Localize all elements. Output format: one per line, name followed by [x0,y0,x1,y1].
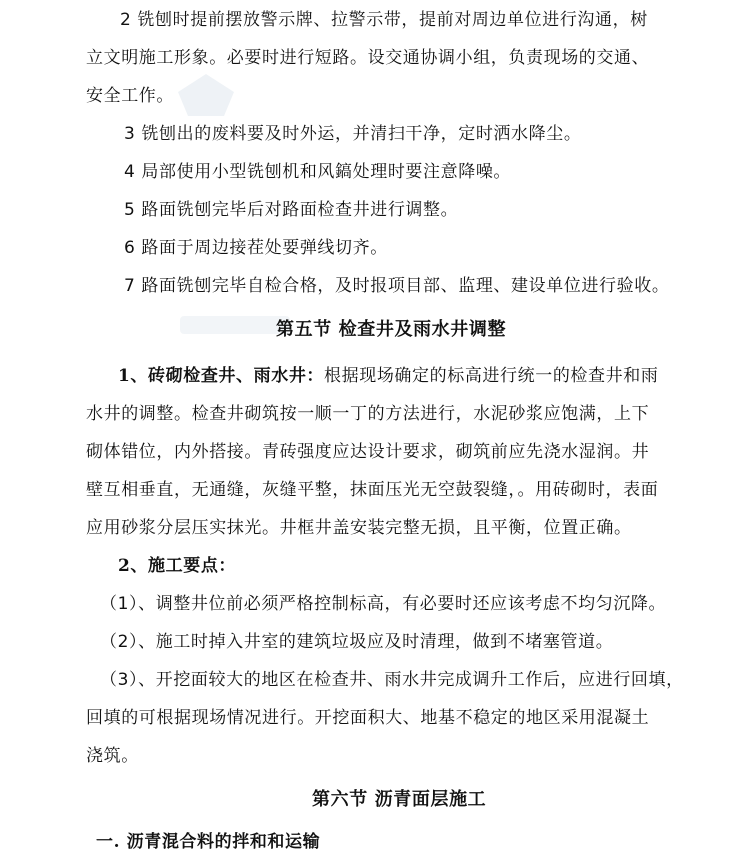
body-text-line: 水井的调整。检查井砌筑按一顺一丁的方法进行，水泥砂浆应饱满，上下 [86,404,650,424]
section-heading: 第五节 检查井及雨水井调整 [276,319,507,340]
list-item: 5 路面铣刨完毕后对路面检查井进行调整。 [124,200,459,220]
list-item: 4 局部使用小型铣刨机和风鎬处理时要注意降噪。 [124,162,512,182]
subsection-title: 2、施工要点： [118,556,237,576]
subsection-lead: 1、砖砌检查井、雨水井： [118,366,325,386]
body-text-line: 应用砂浆分层压实抹光。井框井盖安装完整无损，且平衡，位置正确。 [86,518,632,538]
list-item: （1）、调整井位前必须严格控制标高，有必要时还应该考虑不均匀沉降。 [100,594,667,614]
body-text-run: 根据现场确定的标高进行统一的检查井和雨 [324,366,659,386]
section-heading: 第六节 沥青面层施工 [312,789,487,810]
body-text-line: 砌体错位，内外搭接。青砖强度应达设计要求，砌筑前应先浇水湿润。井 [86,442,650,462]
body-text-line: 安全工作。 [86,86,174,106]
list-item: 3 铣刨出的废料要及时外运，并清扫干净，定时洒水降尘。 [124,124,582,144]
list-item: 6 路面于周边接茬处要弹线切齐。 [124,238,388,258]
body-text-line: 2 铣刨时提前摆放警示牌、拉警示带，提前对周边单位进行沟通，树 [120,10,648,30]
body-text-line: 壁互相垂直，无通缝，灰缝平整，抹面压光无空鼓裂缝，。用砖砌时，表面 [86,480,659,500]
body-text-line: 回填的可根据现场情况进行。开挖面积大、地基不稳定的地区采用混凝土 [86,708,650,728]
list-item: （3）、开挖面较大的地区在检查井、雨水井完成调升工作后，应进行回填， [100,670,684,690]
body-text-line: 浇筑。 [86,746,139,766]
list-item: （2）、施工时掉入井室的建筑垃圾应及时清理，做到不堵塞管道。 [100,632,614,652]
subsection-title: 一. 沥青混合料的拌和和运输 [96,832,321,852]
body-text-line [0,364,751,388]
list-item: 7 路面铣刨完毕自检合格，及时报项目部、监理、建设单位进行验收。 [124,276,670,296]
body-text-line: 立文明施工形象。必要时进行短路。设交通协调小组，负责现场的交通、 [86,48,650,68]
